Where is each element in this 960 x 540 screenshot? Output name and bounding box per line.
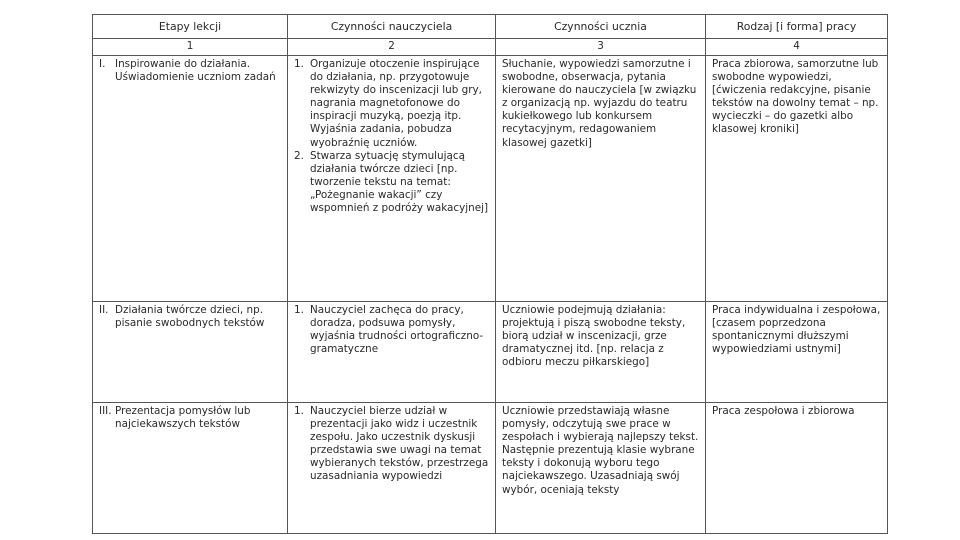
item-text: Organizuje otoczenie inspirujące do działania, np. przygotowuje rekwizyty do inscenizacji lub gry, nagrania magnetofonowe do inspiracji muzyką, poezją itp. Wyjaśnia zadania, pobudza wyobraźnię uczniów. xyxy=(310,58,482,149)
column-number: 3 xyxy=(496,39,706,56)
student-text: Uczniowie przedstawiają własne pomysły, odczytują swe prace w zespołach i wybierają najlepszy tekst. Następnie prezentują klasie wybrane teksty i dokonują wyboru tego najciekawszego. Uzasadniają swój wybór, oceniają teksty xyxy=(502,405,699,496)
table-row xyxy=(93,302,888,403)
stage-cell xyxy=(93,56,288,302)
item-number: 1. xyxy=(294,405,304,417)
teacher-cell xyxy=(288,56,496,302)
header-stages: Etapy lekcji xyxy=(93,15,288,39)
item-number: 1. xyxy=(294,304,304,316)
form-text: Praca zbiorowa, samorzutne lub swobodne wypowiedzi, [ćwiczenia redakcyjne, pisanie tekstów na dowolny temat – np. wycieczki – do gazetki albo klasowej kroniki] xyxy=(712,58,879,136)
item-text: Stwarza sytuację stymulującą działania twórcze dzieci [np. tworzenie tekstu na temat: „Pożegnanie wakacji” czy wspomnień z podróży wakacyjnej] xyxy=(310,149,489,215)
item-number: 2. xyxy=(294,149,304,162)
stage-cell xyxy=(93,302,288,403)
stage-number: III. xyxy=(99,405,112,417)
student-text: Słuchanie, wypowiedzi samorzutne i swobodne, obserwacja, pytania kierowane do nauczyciela [w związku z organizacją np. wyjazdu do teatru kukiełkowego lub konkursem recytacyjnym, redagowaniem klasowej gazetki] xyxy=(502,58,697,149)
stage-text: Prezentacja pomysłów lub najciekawszych tekstów xyxy=(115,405,251,431)
form-text: Praca zespołowa i zbiorowa xyxy=(712,405,855,417)
item-text: Nauczyciel bierze udział w prezentacji jako widz i uczestnik zespołu. Jako uczestnik dyskusji przedstawia swe uwagi na temat wybieranych tekstów, przestrzega uzasadniania wypowiedzi xyxy=(310,405,489,483)
list-item xyxy=(294,150,490,215)
table-row xyxy=(93,403,888,534)
header-work-form: Rodzaj [i forma] pracy xyxy=(706,15,888,39)
column-number-row xyxy=(93,39,888,56)
student-cell xyxy=(496,56,706,302)
stage-cell xyxy=(93,403,288,534)
teacher-cell xyxy=(288,302,496,403)
student-cell xyxy=(496,403,706,534)
teacher-cell xyxy=(288,403,496,534)
stage-number: II. xyxy=(99,304,109,316)
student-text: Uczniowie podejmują działania: projektują i piszą swobodne teksty, biorą udział w inscenizacji, grze dramatycznej itd. [np. relacja z odbioru meczu piłkarskiego] xyxy=(502,304,686,369)
student-cell xyxy=(496,302,706,403)
form-cell xyxy=(706,56,888,302)
item-number: 1. xyxy=(294,58,304,70)
stage-number: I. xyxy=(99,58,106,70)
stage-text: Inspirowanie do działania. Uświadomienie uczniom zadań xyxy=(115,58,276,84)
column-number: 4 xyxy=(706,39,888,56)
column-number: 2 xyxy=(288,39,496,56)
list-item xyxy=(294,405,490,484)
header-teacher-activities: Czynności nauczyciela xyxy=(288,15,496,39)
column-number: 1 xyxy=(93,39,288,56)
table-row xyxy=(93,56,888,302)
list-item xyxy=(294,304,490,356)
header-student-activities: Czynności ucznia xyxy=(496,15,706,39)
lesson-stages-table xyxy=(92,14,888,534)
header-row xyxy=(93,15,888,39)
form-cell xyxy=(706,403,888,534)
item-text: Nauczyciel zachęca do pracy, doradza, podsuwa pomysły, wyjaśnia trudności ortograficzno-gramatyczne xyxy=(310,304,484,356)
form-cell xyxy=(706,302,888,403)
list-item xyxy=(294,58,490,150)
stage-text: Działania twórcze dzieci, np. pisanie swobodnych tekstów xyxy=(115,304,265,330)
form-text: Praca indywidualna i zespołowa, [czasem poprzedzona spontanicznymi dłuższymi wypowiedziami ustnymi] xyxy=(712,304,881,356)
